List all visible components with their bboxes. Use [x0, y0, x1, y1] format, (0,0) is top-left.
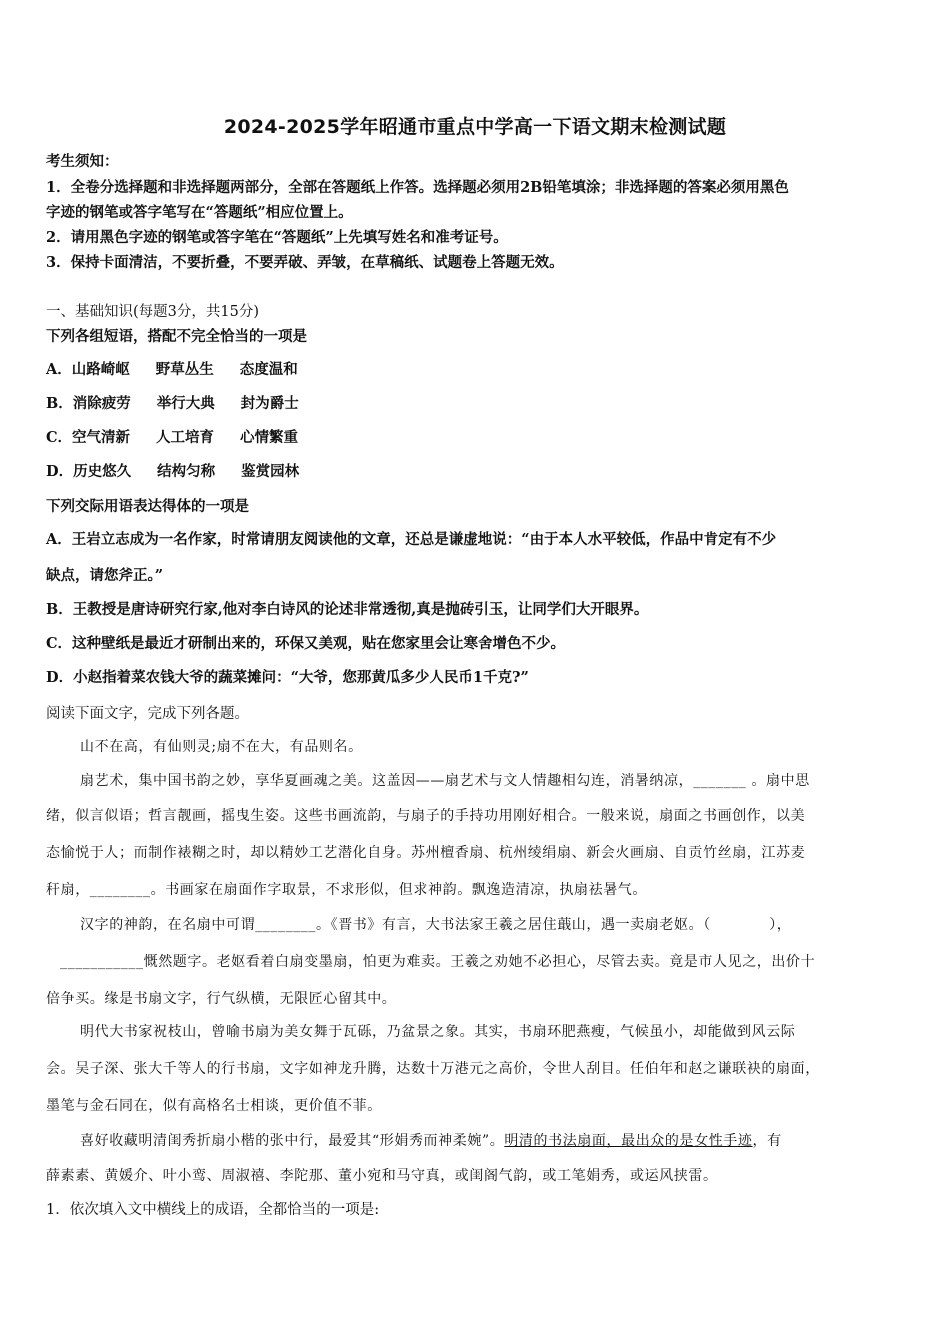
- q2-stem: 下列交际用语表达得体的一项是: [46, 498, 249, 515]
- q1-option-d: D．历史悠久 结构匀称 鉴赏园林: [46, 463, 300, 480]
- notice-item-1-cont: 字迹的钢笔或答字笔写在“答题纸”相应位置上。: [46, 204, 353, 221]
- q2-option-a: A．王岩立志成为一名作家，时常请朋友阅读他的文章，还总是谦虚地说：“由于本人水平较低，作品中肯定有不少: [46, 531, 777, 548]
- reading-intro: 阅读下面文字，完成下列各题。: [46, 706, 249, 722]
- q1-option-a: A．山路崎岖 野草丛生 态度温和: [46, 361, 298, 378]
- reading-p2-line2: ___________慨然题字。老妪看着白扇变墨扇，怕更为难卖。王羲之劝她不必担心，尽管去卖。竟是市人见之，出价十: [60, 954, 816, 970]
- reading-opening-line: 山不在高，有仙则灵;扇不在大，有品则名。: [80, 739, 363, 755]
- reading-p1-line3: 态愉悦于人；而制作裱糊之时，却以精妙工艺潜化自身。苏州檀香扇、杭州绫绢扇、新会火画扇、自贡竹丝扇，江苏麦: [46, 845, 806, 861]
- reading-p3-line3: 墨笔与金石同在，似有高格名士相谈，更价值不菲。: [46, 1098, 382, 1114]
- notice-item-2: 2．请用黑色字迹的钢笔或答字笔在“答题纸”上先填写姓名和准考证号。: [46, 229, 508, 246]
- reading-p1-line2: 绪，似言似语；哲言靓画，摇曳生姿。这些书画流韵，与扇子的手持功用刚好相合。一般来说，扇面之书画创作，以美: [46, 808, 806, 824]
- q2-option-d: D．小赵指着菜农钱大爷的蔬菜摊问：“大爷，您那黄瓜多少人民币1千克?”: [46, 669, 529, 686]
- reading-p3-line1: 明代大书家祝枝山，曾喻书扇为美女舞于瓦砾，乃盆景之象。其实，书扇环肥燕瘦，气候虽小，却能做到风云际: [80, 1024, 796, 1040]
- underlined-sentence: 明清的书法扇面，最出众的是女性手迹: [504, 1133, 753, 1149]
- notice-heading: 考生须知：: [46, 153, 119, 170]
- reading-p1-line1: 扇艺术，集中国书韵之妙，享华夏画魂之美。这盖因——扇艺术与文人情趣相勾连，消暑纳凉，_______ 。扇中思: [80, 773, 810, 789]
- q2-option-b: B．王教授是唐诗研究行家,他对李白诗风的论述非常透彻,真是抛砖引玉，让同学们大开眼界。: [46, 601, 649, 618]
- q2-option-c: C．这种壁纸是最近才研制出来的，环保又美观，贴在您家里会让寒舍增色不少。: [46, 635, 566, 652]
- q1-option-b: B．消除疲劳 举行大典 封为爵士: [46, 395, 299, 412]
- page-title: 2024-2025学年昭通市重点中学高一下语文期末检测试题: [223, 116, 727, 138]
- reading-p2-line1: 汉字的神韵，在名扇中可谓________。《晋书》有言，大书法家王羲之居住蕺山，遇一卖扇老妪。（ ），: [80, 917, 792, 933]
- q1-stem: 下列各组短语，搭配不完全恰当的一项是: [46, 328, 307, 345]
- reading-p4-line2: 薛素素、黄媛介、叶小鸾、周淑禧、李陀那、董小宛和马守真，或闺阁气韵，或工笔娟秀，或运风挟雷。: [46, 1168, 718, 1184]
- reading-p2-line3: 倍争买。缘是书扇文字，行气纵横，无限匠心留其中。: [46, 991, 397, 1007]
- section1-heading: 一、基础知识(每题3分，共15分): [46, 304, 259, 320]
- question-1: 1．依次填入文中横线上的成语，全都恰当的一项是:: [46, 1202, 380, 1218]
- reading-p1-line4: 秆扇，________。书画家在扇面作字取景，不求形似，但求神韵。飘逸造清凉，执扇祛暑气。: [46, 882, 647, 898]
- notice-item-3: 3．保持卡面清洁，不要折叠，不要弄破、弄皱，在草稿纸、试题卷上答题无效。: [46, 254, 564, 271]
- q1-option-c: C．空气清新 人工培育 心情繁重: [46, 429, 299, 446]
- notice-item-1: 1．全卷分选择题和非选择题两部分，全部在答题纸上作答。选择题必须用2B铅笔填涂；非选择题的答案必须用黑色: [46, 179, 789, 196]
- q2-option-a-cont: 缺点，请您斧正。”: [46, 567, 164, 584]
- reading-p3-line2: 会。吴子深、张大千等人的行书扇，文字如神龙升腾，达数十万港元之高价，令世人刮目。任伯年和赵之谦联袂的扇面，: [46, 1061, 820, 1077]
- reading-p4-line1: 喜好收藏明清闺秀折扇小楷的张中行，最爱其“形娟秀而神柔婉”。明清的书法扇面，最出众的是女性手迹，有: [80, 1133, 782, 1149]
